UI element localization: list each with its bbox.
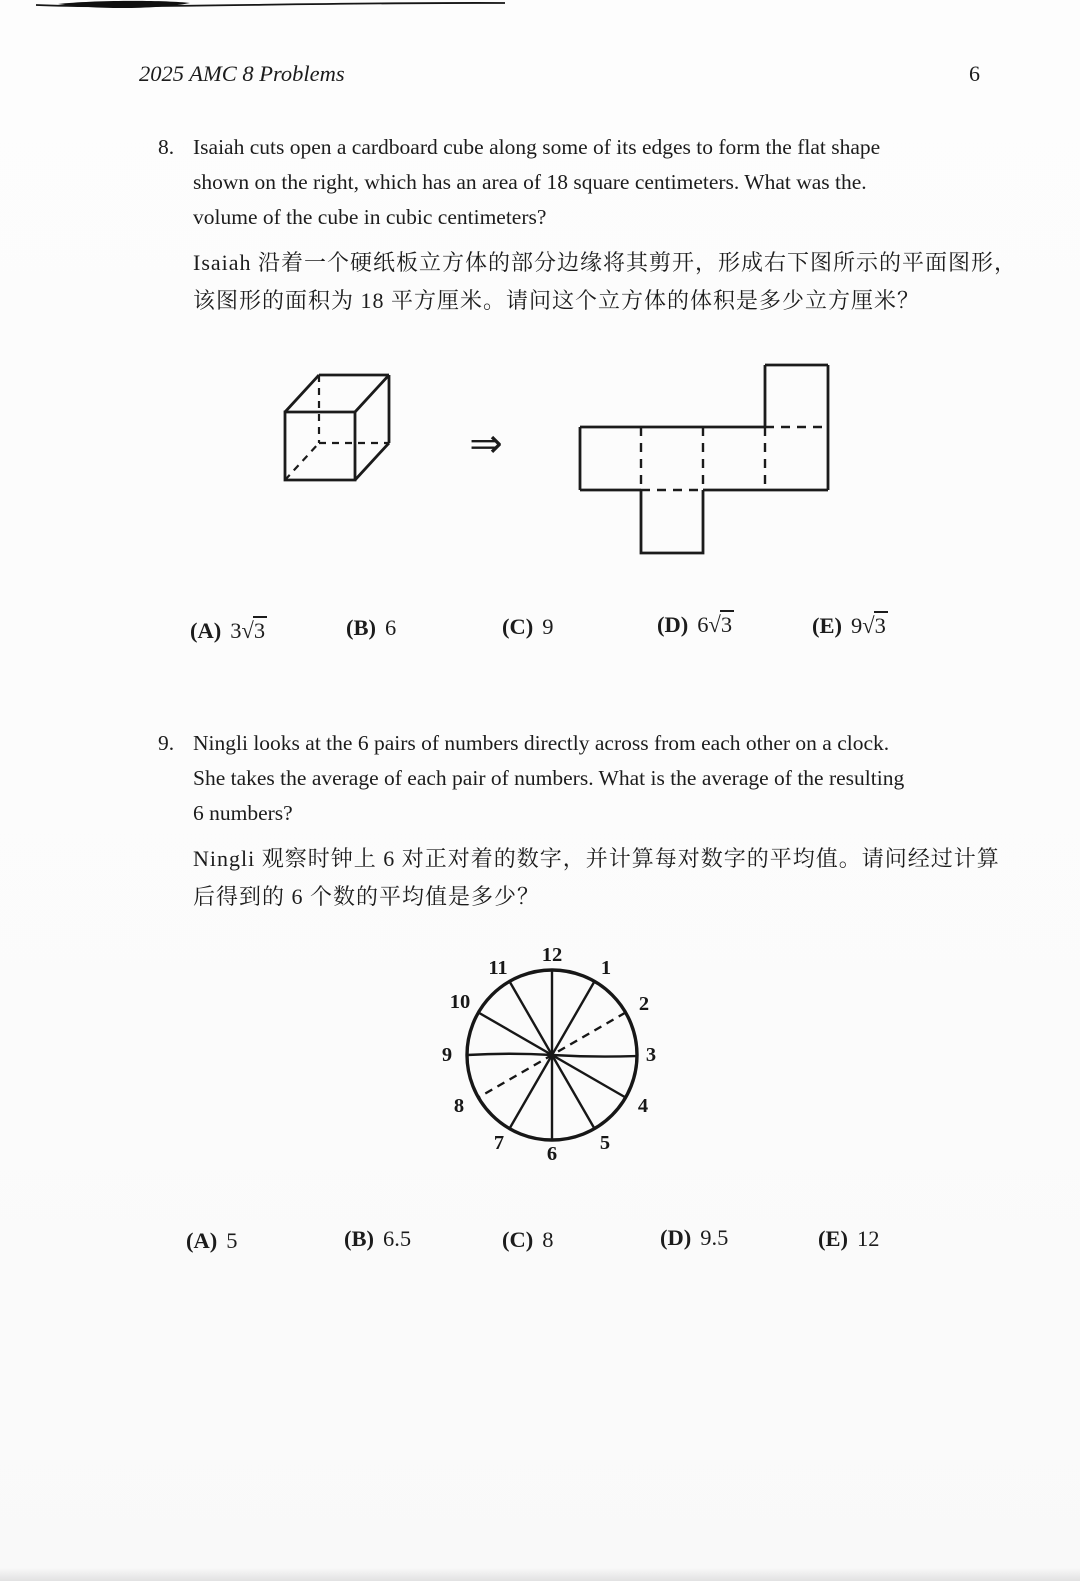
problem-8-choice-D [657, 610, 734, 638]
clock-number-1: 1 [600, 957, 612, 979]
page-number: 6 [969, 61, 980, 86]
page-header [139, 61, 980, 87]
scan-edge-bottom [0, 1568, 1080, 1581]
choice-value: 6 [385, 615, 397, 640]
choice-label: (B) [344, 1226, 374, 1251]
clock-number-11: 11 [488, 957, 508, 979]
problem-8-chinese [193, 244, 1017, 320]
page-title: 2025 AMC 8 Problems [139, 61, 345, 86]
net-fold-edges [641, 427, 828, 490]
problem-8-number: 8. [158, 135, 175, 159]
clock-number-12: 12 [541, 944, 563, 966]
cube-solid-edges [285, 375, 389, 480]
clock-number-8: 8 [453, 1095, 465, 1117]
choice-value: 3 √ 3 [230, 618, 267, 643]
choice-value: 6 √ 3 [697, 612, 734, 637]
problem-8-chinese-line-1: Isaiah 沿着一个硬纸板立方体的部分边缘将其剪开，形成右下图所示的平面图形， [193, 250, 1018, 275]
problem-9-choice-E [818, 1226, 880, 1252]
cube-drawing [285, 375, 389, 480]
problem-9-text [193, 726, 1000, 916]
choice-label: (D) [660, 1225, 692, 1250]
choice-value: 8 [542, 1227, 554, 1252]
problem-9-choice-B [344, 1226, 411, 1252]
choice-value: 6.5 [383, 1226, 412, 1251]
choice-label: (A) [186, 1228, 218, 1253]
problem-9-choice-C [502, 1227, 553, 1253]
problem-8-choice-A [190, 616, 267, 644]
clock-number-7: 7 [493, 1132, 505, 1154]
choice-label: (C) [502, 614, 534, 639]
implies-arrow-icon: ⇒ [469, 421, 503, 467]
clock-number-5: 5 [599, 1132, 611, 1154]
choice-value: 12 [857, 1226, 880, 1251]
problem-8-choice-E [812, 611, 888, 639]
choice-label: (E) [818, 1226, 848, 1251]
clock-number-3: 3 [645, 1044, 657, 1066]
choice-value: 5 [226, 1228, 238, 1253]
problem-9-chinese-line-1: Ningli 观察时钟上 6 对正对着的数字，并计算每对数字的平均值。请问经过计算 [193, 846, 1000, 871]
problem-9-chinese [193, 840, 1000, 916]
choice-label: (C) [502, 1227, 534, 1252]
problem-9-english-line-2: She takes the average of each pair of numbers. What is the average of the resulting [193, 766, 905, 790]
radical: √ 3 [862, 611, 888, 639]
problem-9-chinese-line-2: 后得到的 6 个数的平均值是多少？ [193, 884, 541, 909]
problem-9-number: 9. [158, 731, 175, 755]
clock-number-9: 9 [441, 1044, 453, 1066]
problem-9 [158, 726, 998, 916]
clock-figure [360, 930, 730, 1190]
cube-net [580, 365, 828, 553]
problem-8-choice-C [502, 614, 553, 640]
problem-9-english-line-3: 6 numbers? [193, 801, 293, 825]
scan-artifact-top [0, 0, 1080, 14]
clock-number-2: 2 [638, 993, 650, 1015]
problem-9-choice-A [186, 1228, 237, 1254]
problem-8-english-line-2: shown on the right, which has an area of 18 square centimeters. What was the. [193, 170, 867, 194]
problem-8-english-line-1: Isaiah cuts open a cardboard cube along some of its edges to form the flat shape [193, 135, 881, 159]
choice-value: 9.5 [700, 1225, 729, 1250]
clock-number-10: 10 [449, 991, 471, 1013]
problem-8-choice-B [346, 615, 396, 641]
problem-9-choice-D [660, 1225, 728, 1251]
problem-8-chinese-line-2: 该图形的面积为 18 平方厘米。请问这个立方体的体积是多少立方厘米？ [193, 288, 921, 313]
clock-number-6: 6 [546, 1143, 558, 1165]
choice-value: 9 √ 3 [851, 613, 888, 638]
clock-number-4: 4 [637, 1095, 649, 1117]
choice-label: (E) [812, 613, 842, 638]
problem-8-text [193, 130, 1017, 320]
choice-value: 9 [542, 614, 554, 639]
choice-label: (D) [657, 612, 689, 637]
radical: √ 3 [708, 610, 734, 638]
radical: √ 3 [241, 616, 267, 644]
choice-label: (A) [190, 618, 222, 643]
problem-8 [158, 130, 1018, 320]
choice-label: (B) [346, 615, 376, 640]
problem-9-english-line-1: Ningli looks at the 6 pairs of numbers directly across from each other on a clock. [193, 731, 890, 755]
cube-net-figure [260, 345, 880, 560]
problem-8-english-line-3: volume of the cube in cubic centimeters? [193, 205, 547, 229]
